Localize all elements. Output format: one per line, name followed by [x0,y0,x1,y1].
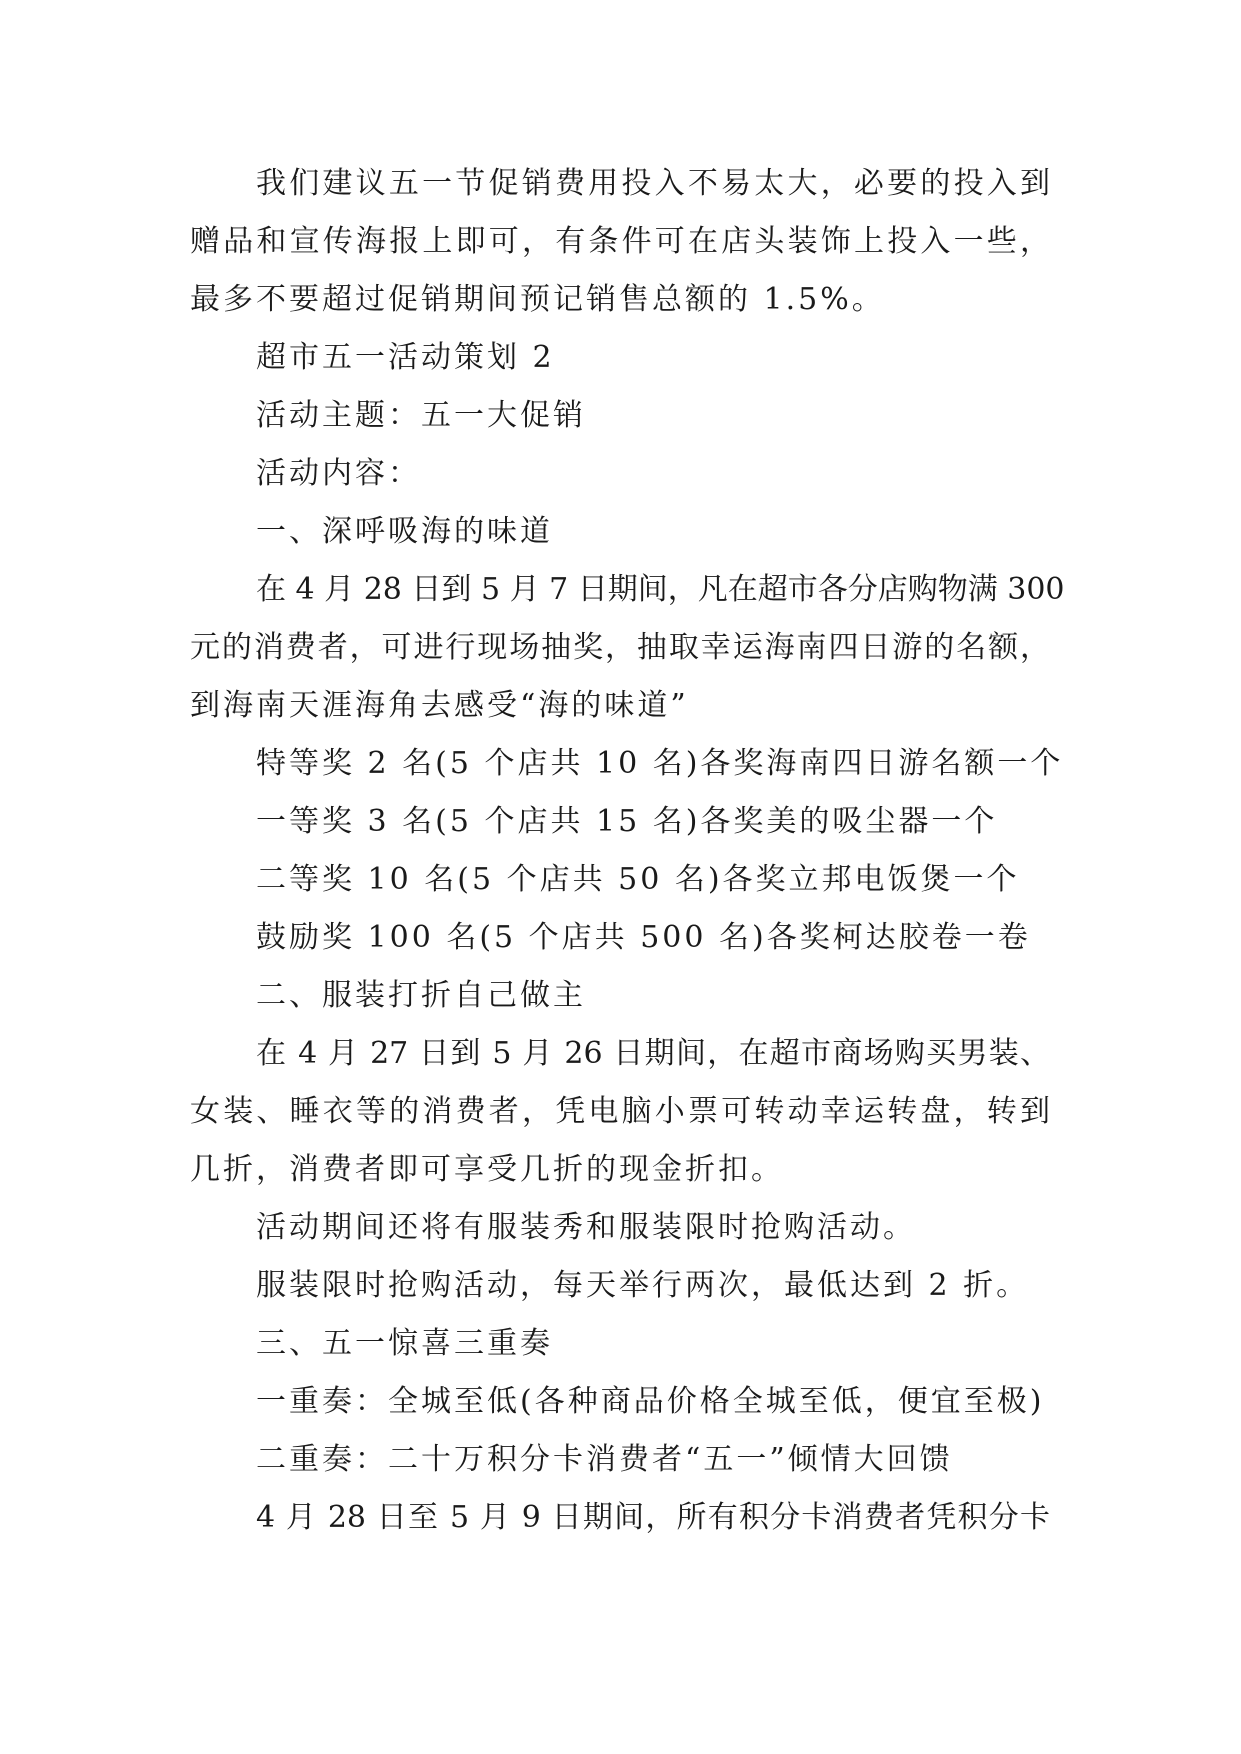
prize-line: 一等奖 3 名(5 个店共 15 名)各奖美的吸尘器一个 [256,804,998,839]
paragraph-line: 二重奏：二十万积分卡消费者“五一”倾情大回馈 [256,1442,953,1477]
prize-line: 特等奖 2 名(5 个店共 10 名)各奖海南四日游名额一个 [256,746,1064,781]
paragraph-line: 到海南天涯海角去感受“海的味道” [190,688,689,723]
paragraph-line: 活动期间还将有服装秀和服装限时抢购活动。 [256,1210,916,1245]
paragraph-line: 活动主题：五一大促销 [256,398,586,433]
paragraph-line: 我们建议五一节促销费用投入不易太大，必要的投入到 [256,166,1050,201]
paragraph-line: 一重奏：全城至低(各种商品价格全城至低，便宜至极) [256,1384,1045,1419]
paragraph-line: 服装限时抢购活动，每天举行两次，最低达到 2 折。 [256,1268,1030,1303]
subheading: 三、五一惊喜三重奏 [256,1326,553,1361]
paragraph-line: 在 4 月 28 日到 5 月 7 日期间，凡在超市各分店购物满 300 [256,572,1065,607]
paragraph-line: 4 月 28 日至 5 月 9 日期间，所有积分卡消费者凭积分卡 [256,1500,1050,1535]
section-title: 超市五一活动策划 2 [256,340,555,375]
prize-line: 二等奖 10 名(5 个店共 50 名)各奖立邦电饭煲一个 [256,862,1020,897]
prize-line: 鼓励奖 100 名(5 个店共 500 名)各奖柯达胶卷一卷 [256,920,1031,955]
paragraph-line: 活动内容： [256,456,421,491]
subheading: 一、深呼吸海的味道 [256,514,553,549]
paragraph-line: 元的消费者，可进行现场抽奖，抽取幸运海南四日游的名额， [190,630,1050,665]
paragraph-line: 女装、睡衣等的消费者，凭电脑小票可转动幸运转盘，转到 [190,1094,1050,1129]
subheading: 二、服装打折自己做主 [256,978,586,1013]
paragraph-line: 几折，消费者即可享受几折的现金折扣。 [190,1152,784,1187]
paragraph-line: 赠品和宣传海报上即可，有条件可在店头装饰上投入一些， [190,224,1050,259]
paragraph-line: 在 4 月 27 日到 5 月 26 日期间，在超市商场购买男装、 [256,1036,1050,1071]
paragraph-line: 最多不要超过促销期间预记销售总额的 1.5%。 [190,282,885,317]
